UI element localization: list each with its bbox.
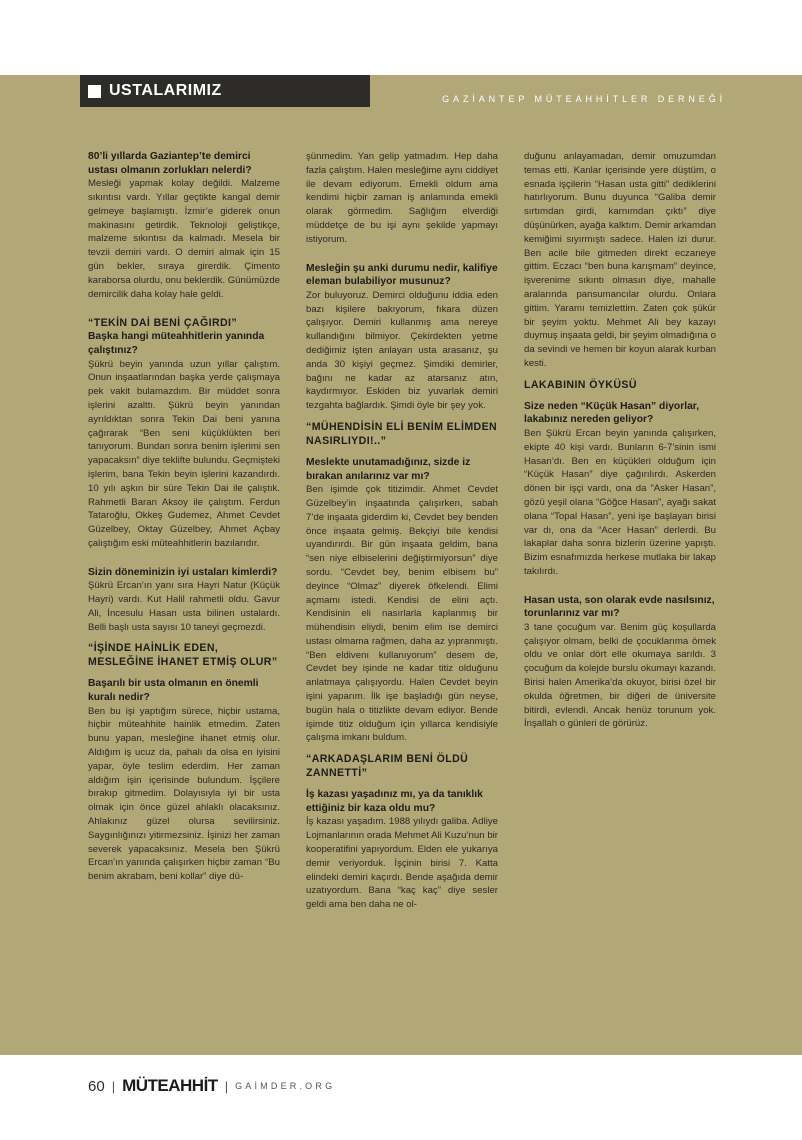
- spacer: [524, 586, 716, 594]
- section-title: USTALARIMIZ: [109, 82, 222, 99]
- answer-paragraph: Ben Şükrü Ercan beyin yanında çalışırken, ekipte 40 kişi vardı. Bunların 6-7’sinin ismi Hasan’dı. Ben en küçükleri olduğum için “Küçük Hasan” diye çağırılırdı. Askerden dönen bir işçi vardı, ona da “Asker Hasan”, gözü yeşil olana “Göğce Hasan”, ayağı sakat olana “Topal Hasan”, yeni işe başlayan birisi var dı, ona da “Acer Hasan” derlerdi. Bu lakaplar daha sonra bizlerin üzerine yapıştı. Bizim esnafımızda herkese mutlaka bir lakap takılırdı.: [524, 427, 716, 577]
- interview-question: Sizin döneminizin iyi ustaları kimlerdi?: [88, 566, 278, 578]
- answer-paragraph: Zor buluyoruz. Demirci olduğunu iddia eden bazı kişilere bakıyorum, fıkara düzen çalışıyor. Demiri kullanmış ama nereye kullandığını bilmiyor. Çekirdekten yetme dediğimiz işten anlayan usta arasanız, şu anda 30 kişiyi geçmez. Şimdiki demirler, bağını ne kadar az atarsanız atın, kaydırmıyor. Eskiden biz yuvarlak demiri tezgahta bağlardık. Şimdi öyle bir şey yok.: [306, 289, 498, 412]
- answer-paragraph: Mesleği yapmak kolay değildi. Malzeme sıkıntısı vardı. Yıllar geçtikte kangal demir gelmeye başlamıştı. İzmir’e giderek onun makinasını getirdik. Teknoloji geliştikçe, malzeme sıkıntısı da kalmadı. Mesela bir tevzii demiri vardı. O demiri almak için 15 gün bekler, sıraya girerdik. Çimento karaborsa olurdu, onu beklerdik. Günümüzde demircilik daha kolay hale geldi.: [88, 178, 280, 300]
- interview-question: Başka hangi müteahhitlerin yanında çalıştınız?: [88, 331, 265, 356]
- answer-paragraph: şünmedim. Yan gelip yatmadım. Hep daha fazla çalıştım. Halen mesleğime aynı ciddiyet ile devam ediyorum. Emekli oldum ama kendimi hiçbir zaman iş anlamında emekli olarak görmedim. Sağlığım elverdiği müddetçe de bu işi aynı şekilde yapmayı istiyorum.: [306, 151, 498, 245]
- footer-separator: |: [111, 1078, 116, 1094]
- answer-paragraph: duğunu anlayamadan, demir omuzumdan temas etti. Kanlar içerisinde yere düştüm, o esnada işçilerin “Hasan usta gitti” dediklerini hatırlıyorum. Bunu duyunca “Galiba demir sırtımdan girdi, karnımdan çıktı” diye düşünürken, ayağa kalktım. Demir arkamdan kemiğimi sıyırmıştı sadece. Halen izi durur. Ben acile bile gitmeden direkt eczaneye gittim. Eczacı “ben buna karışmam” deyince, işverenime sıkıntı olmasın diye, mahalle aralarında pansumancılar olurdu. Onlara gittim. Yaramı temizlettim. Zaten çok şükür bir şeyim yoktu. Mehmet Ali bey kazayı duymuş inşaata geldi, bir şeyim olmadığına o da sevindi ve hemen bir koyun alarak kurban kesti.: [524, 151, 716, 369]
- answer-paragraph: İş kazası yaşadım. 1988 yılıydı galiba. Adliye Lojmanlarının orada Mehmet Ali Kuzu’nun bir kooperatifini yapıyordum. Elden ele yukarıya demir veriyorduk. İşçinin birisi 7. Katta elindeki demiri kaçırdı. Bende aşağıda demir uzatıyordum. Bana “kaç kaç” diye sesler geldi ama ben daha ne ol-: [306, 816, 498, 911]
- section-label: [88, 81, 222, 101]
- answer-paragraph: Ben bu işi yaptığım sürece, hiçbir ustama, hiçbir müteahhite hainlik etmedim. Zaten bunu yapan, mesleğine ihanet etmiş olur. Aldığım iş ucuz da, pahalı da olsa en iyisini yapar, öyle teslim ederdim. Her zaman aldığım işin içerisinde bulundum. İşçilere bırakıp gitmedim. Dolayısıyla iyi bir usta olmak için önce güzel ahlaklı olacaksınız. Ahlakınız güzel olursa sevilirsiniz. Saygınlığınızı yitirmezsiniz. İşinizi her zaman severek yapacaksınız. Mesela ben Şükrü Ercan’ın yanında çalışırken hiçbir zaman “Bu benim akrabam, beni kollar” diye dü-: [88, 705, 280, 883]
- article-column-1: [88, 150, 280, 891]
- interview-question: Başarılı bir usta olmanın en önemli kuralı nedir?: [88, 678, 259, 704]
- spacer: [88, 558, 280, 566]
- page-number: 60: [88, 1077, 105, 1095]
- page-footer: [88, 1074, 335, 1098]
- section-subheading: LAKABININ ÖYKÜSÜ: [524, 378, 637, 391]
- article-column-3: [524, 150, 716, 738]
- interview-question: Hasan usta, son olarak evde nasılsınız, torunlarınız var mı?: [524, 594, 715, 620]
- organization-title: GAZİANTEP MÜTEAHHİTLER DERNEĞİ: [442, 94, 726, 104]
- spacer: [306, 254, 498, 262]
- interview-question: İş kazası yaşadınız mı, ya da tanıklık ettiğiniz bir kaza oldu mu?: [306, 789, 483, 814]
- answer-paragraph: 3 tane çocuğum var. Benim güç koşullarda çalışıyor olmam, belki de çocuklarıma örnek oldu ve onlar dört elle okumaya sarıldı. 3 çocuğum da kolejde burslu okumayı kazandı. Birisi halen Amerika’da okuyor, birisi özel bir okulda öğretmen, bir diğeri de üniversite bitirdi, evlendi. Ancak henüz torunum yok. İnşallah o günleri de görürüz.: [524, 621, 716, 730]
- spacer: [306, 780, 498, 788]
- section-subheading: “ARKADAŞLARIM BENİ ÖLDÜ ZANNETTİ”: [306, 753, 469, 780]
- spacer: [306, 448, 498, 456]
- section-subheading: “TEKİN DAİ BENİ ÇAĞIRDI”: [88, 317, 238, 330]
- section-subheading: “MÜHENDİSİN ELİ BENİM ELİMDEN NASIRLIYDI!..”: [306, 420, 498, 447]
- answer-paragraph: Ben işimde çok titizimdir. Ahmet Cevdet Güzelbey’in inşaatında çalışırken, sabah 7’de inşaata giderdim ki, Cevdet bey benden önce inşaata gelmiş. Bekçiyi bile kendisi uyandırırdı. Bir gün inşaata geldim, bana “sen niye elbiselerini değiştirmiyorsun” diye sordu. “Cevdet bey, benim elbisem bu” deyince “Olmaz” diyerek öfkelendi. Elimi açmamı istedi. Kendisi de elini açtı. Kendisinin eli nasırlarla kaplanmış bir mühendisin eliydi, benim elim ise demirci ustası olmama rağmen, daha az yıpranmıştı. “Ben eldivenı kullanıyorum” desem de, Cevdet bey işinde ne kadar titiz olduğunu anlatmaya çalışıyordu. Halen Cevdet beyin işini yaparım. İlk işe başladığı gün neyse, bugün hala o titizlikte devam ediyor. Bende işimde titiz olduğum için yıllarca kendisiyle çalışma imkanı buldum.: [306, 484, 498, 744]
- spacer: [88, 669, 280, 677]
- magazine-brand: MÜTEAHHİT: [122, 1076, 218, 1095]
- interview-question: Meslekte unutamadığınız, sizde iz bırakan anılarınız var mı?: [306, 456, 471, 482]
- article-column-2: [306, 150, 498, 919]
- answer-paragraph: Şükrü beyin yanında uzun yıllar çalıştım. Onun inşaatlarından başka yerde çalışmaya pek vakit bulamazdım. Bir müddet sonra işlerini azalttı. Şükrü beyin yanından ayrıldıktan sonra Tekin Dai beni yanına çağırarak “Ben seni küçüklükten beri tanıyorum. Bundan sonra benim işlerimi sen yapacaksın” diye teklifte bulundu. Geçmişteki işlerim, bana Tekin beyin işlerini kazandırdı. 10 yılı aşkın bir süre Tekin Dai ile çalıştık. Rahmetli Baran Aksoy ile çalıştım. Ferdun Tataroğlu, Okkeş Gudemez, Ahmet Cevdet Güzelbey, Oktay Güzelbey, Ahmet Açbay çalıştığım eski müteahhitlerin bazılarıdır.: [88, 358, 280, 549]
- section-subheading: “İŞİNDE HAİNLİK EDEN, MESLEĞİNE İHANET ETMİŞ OLUR”: [88, 642, 278, 669]
- interview-question: Mesleğin şu anki durumu nedir, kalifiye eleman bulabiliyor musunuz?: [306, 262, 498, 288]
- interview-question: 80’li yıllarda Gaziantep’te demirci ustası olmanın zorlukları nelerdi?: [88, 151, 252, 176]
- spacer: [524, 392, 716, 400]
- website-link[interactable]: GAİMDER.ORG: [235, 1081, 336, 1091]
- footer-separator-2: |: [224, 1078, 229, 1094]
- square-bullet-icon: [88, 85, 101, 98]
- answer-paragraph: Şükrü Ercan’ın yanı sıra Hayri Natur (Küçük Hayri) vardı. Kut Halil rahmetli oldu. Gavur Ali, İncesulu Hasan usta bilinen ustalardı. Belli başlı usta sayısı 10 taneyi geçmezdi.: [88, 580, 280, 633]
- spacer: [88, 308, 280, 316]
- interview-question: Size neden “Küçük Hasan” diyorlar, lakabınız nereden geliyor?: [524, 400, 700, 426]
